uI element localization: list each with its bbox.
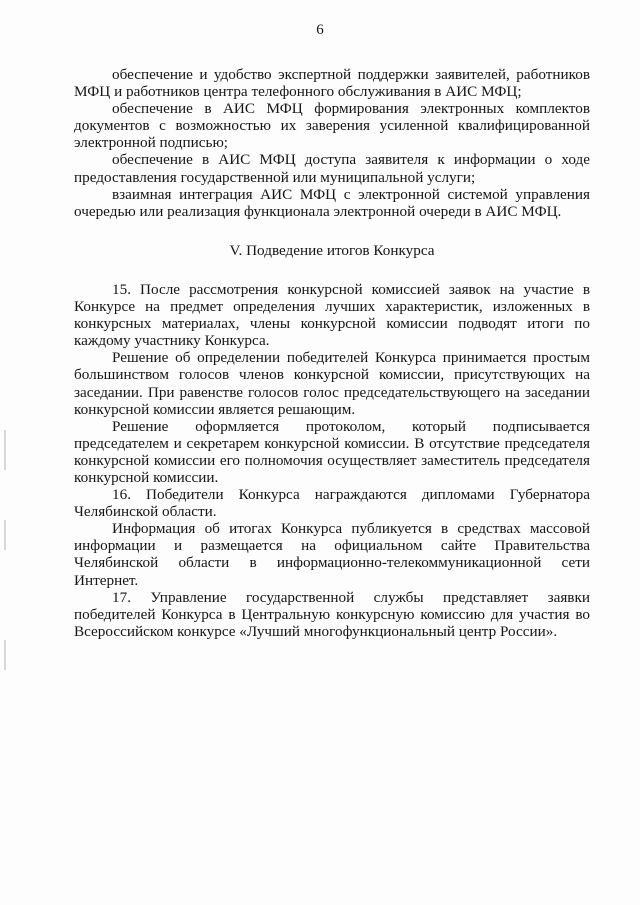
paragraph: обеспечение в АИС МФЦ формирования электронных комплектов документов с возможностью их заверения усиленной квалифицированной электронной подписью; (74, 100, 590, 152)
page-number: 6 (316, 22, 324, 38)
paragraph: 16. Победители Конкурса награждаются дипломами Губернатора Челябинской области. (74, 486, 590, 521)
paragraph: взаимная интеграция АИС МФЦ с электронной системой управления очередью или реализация функционала электронной очереди в АИС МФЦ. (74, 185, 590, 220)
scan-edge-mark (4, 640, 6, 670)
paragraph: Решение оформляется протоколом, который подписывается председателем и секретарем конкурсной комиссии. В отсутствие председателя конкурсной комиссии его полномочия осуществляет заместитель председателя конкурсной комиссии. (74, 417, 590, 486)
scan-edge-mark (4, 430, 6, 470)
paragraph: 17. Управление государственной службы представляет заявки победителей Конкурса в Центральную конкурсную комиссию для участия во Всероссийском конкурсе «Лучший многофункциональный центр России». (74, 588, 590, 640)
section-heading: V. Подведение итогов Конкурса (229, 241, 435, 259)
paragraph: 15. После рассмотрения конкурсной комиссией заявок на участие в Конкурсе на предмет определения лучших характеристик, изложенных в конкурсных материалах, члены конкурсной комиссии подводят итоги по каждому участнику Конкурса. (74, 280, 590, 350)
document-body (74, 66, 590, 640)
paragraph: Решение об определении победителей Конкурса принимается простым большинством голосов членов конкурсной комиссии, присутствующих на заседании. При равенстве голосов голос председательствующего на заседании конкурсной комиссии является решающим. (74, 349, 590, 418)
paragraph: Информация об итогах Конкурса публикуется в средствах массовой информации и размещается на официальном сайте Правительства Челябинской области в информационно-телекоммуникационной сети Интернет. (74, 520, 590, 589)
paragraph: обеспечение в АИС МФЦ доступа заявителя к информации о ходе предоставления государственной или муниципальной услуги; (74, 151, 590, 186)
scan-edge-mark (4, 520, 6, 550)
paragraph: обеспечение и удобство экспертной поддержки заявителей, работников МФЦ и работников центра телефонного обслуживания в АИС МФЦ; (74, 66, 590, 101)
